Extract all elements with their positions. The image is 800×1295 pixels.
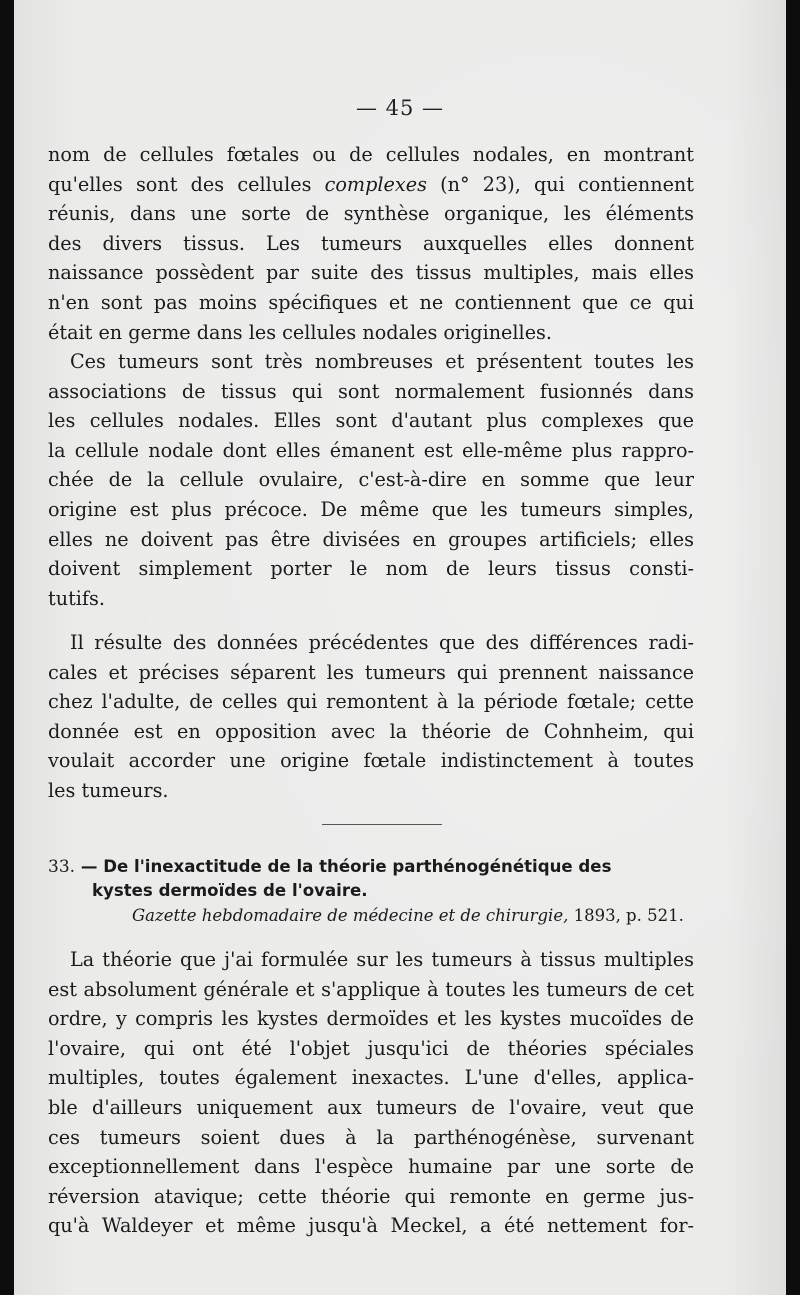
text-line: qu'à Waldeyer et même jusqu'à Meckel, a été nettement for- bbox=[48, 1214, 694, 1238]
text-line: exceptionnellement dans l'espèce humaine par une sorte de bbox=[48, 1155, 694, 1179]
text-line: associations de tissus qui sont normalement fusionnés dans bbox=[48, 379, 694, 403]
journal-name: Gazette hebdomadaire de médecine et de chirurgie, bbox=[132, 906, 569, 925]
text-line: Il résulte des données précédentes que des différences radi- bbox=[70, 631, 694, 654]
text-line: était en germe dans les cellules nodales originelles. bbox=[48, 320, 552, 344]
paragraph-differences-radicales bbox=[48, 628, 694, 806]
text-line: ces tumeurs soient dues à la parthénogénèse, survenant bbox=[48, 1125, 694, 1149]
text-line: origine est plus précoce. De même que les tumeurs simples, bbox=[48, 497, 694, 521]
text-line: ordre, y compris les kystes dermoïdes et les kystes mucoïdes de bbox=[48, 1007, 694, 1031]
italic-term: complexes bbox=[324, 172, 427, 196]
text-line: réversion atavique; cette théorie qui remonte en germe jus- bbox=[48, 1184, 694, 1208]
text-line: ble d'ailleurs uniquement aux tumeurs de l'ovaire, veut que bbox=[48, 1095, 694, 1119]
text-line: voulait accorder une origine fœtale indistinctement à toutes bbox=[48, 749, 694, 773]
text-line: est absolument générale et s'applique à toutes les tumeurs de cet bbox=[48, 977, 694, 1001]
bibliography-entry-heading bbox=[48, 855, 698, 903]
entry-dash: — bbox=[75, 857, 104, 876]
text-line: multiples, toutes également inexactes. L'une d'elles, applica- bbox=[48, 1066, 694, 1090]
text-span: qu'elles sont des cellules bbox=[48, 172, 325, 196]
text-line bbox=[48, 170, 694, 200]
entry-title-line bbox=[48, 855, 698, 879]
text-line: réunis, dans une sorte de synthèse organique, les éléments bbox=[48, 202, 694, 226]
text-line: nom de cellules fœtales ou de cellules nodales, en montrant bbox=[48, 143, 694, 166]
paragraph-theorie-parthenogenese bbox=[48, 945, 694, 1241]
page-number: — 45 — bbox=[355, 96, 445, 120]
text-span: (n° 23), qui contiennent bbox=[426, 172, 694, 196]
entry-source-citation bbox=[132, 906, 684, 925]
text-line: tutifs. bbox=[48, 586, 105, 610]
entry-number: 33. bbox=[48, 857, 76, 877]
book-page bbox=[14, 0, 786, 1295]
entry-title-continuation: kystes dermoïdes de l'ovaire. bbox=[92, 881, 368, 900]
text-line: chée de la cellule ovulaire, c'est-à-dire en somme que leur bbox=[48, 468, 694, 492]
paragraph-tumeurs-nombreuses bbox=[48, 347, 694, 613]
text-line: chez l'adulte, de celles qui remontent à la période fœtale; cette bbox=[48, 690, 694, 714]
text-line: cales et précises séparent les tumeurs qui prennent naissance bbox=[48, 660, 694, 684]
text-line: des divers tissus. Les tumeurs auxquelles elles donnent bbox=[48, 231, 694, 255]
text-line: naissance possèdent par suite des tissus multiples, mais elles bbox=[48, 261, 694, 285]
text-line: elles ne doivent pas être divisées en groupes artificiels; elles bbox=[48, 527, 694, 551]
text-line: les tumeurs. bbox=[48, 778, 169, 802]
paragraph-cellules-nodales bbox=[48, 140, 694, 347]
text-line: la cellule nodale dont elles émanent est elle-même plus rappro- bbox=[48, 438, 694, 462]
text-line: l'ovaire, qui ont été l'objet jusqu'ici de théories spéciales bbox=[48, 1036, 694, 1060]
text-line: doivent simplement porter le nom de leurs tissus consti- bbox=[48, 557, 694, 581]
section-divider bbox=[322, 824, 442, 825]
text-line: les cellules nodales. Elles sont d'autant plus complexes que bbox=[48, 409, 694, 433]
text-line: n'en sont pas moins spécifiques et ne contiennent que ce qui bbox=[48, 290, 694, 314]
entry-title: De l'inexactitude de la théorie parthénogénétique des bbox=[103, 857, 612, 876]
text-line: donnée est en opposition avec la théorie de Cohnheim, qui bbox=[48, 719, 694, 743]
text-line: La théorie que j'ai formulée sur les tumeurs à tissus multiples bbox=[70, 948, 694, 971]
text-line: Ces tumeurs sont très nombreuses et présentent toutes les bbox=[70, 350, 694, 373]
citation-details: 1893, p. 521. bbox=[568, 906, 684, 925]
